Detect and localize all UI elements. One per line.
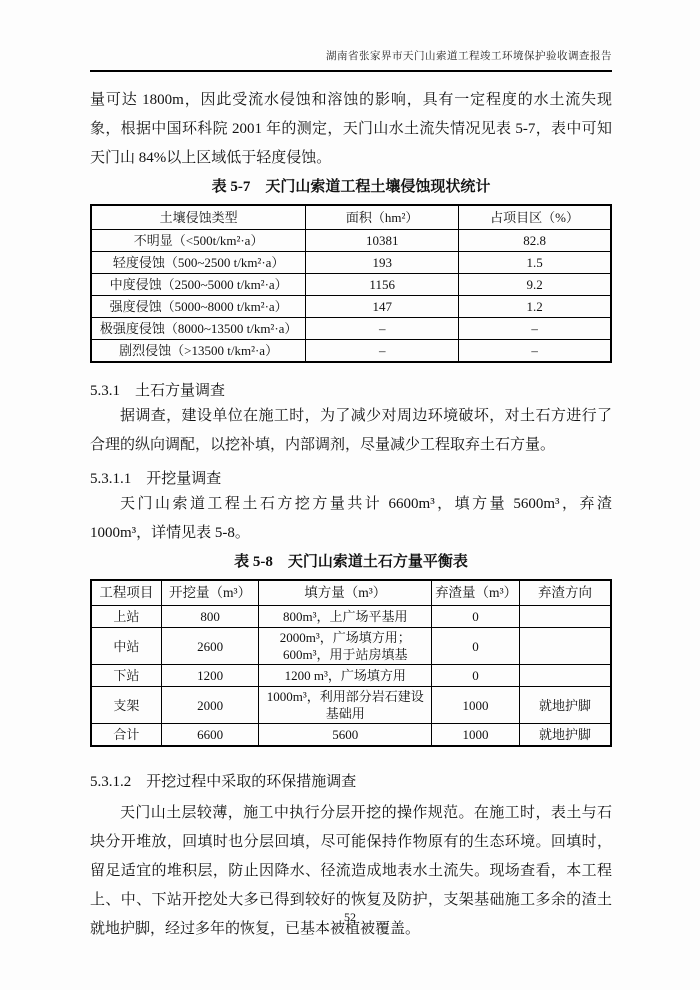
t58-row <box>91 724 611 747</box>
table-5-8-earthwork-balance <box>90 579 612 747</box>
section-heading-5-3-1: 5.3.1 土石方量调查 <box>90 383 226 399</box>
t58-cell: 800m³，上广场平基用 <box>259 606 432 628</box>
t58-header-cell: 弃渣方向 <box>519 580 611 606</box>
t57-cell: 82.8 <box>459 230 611 252</box>
t57-cell: 10381 <box>306 230 459 252</box>
t58-cell: 0 <box>432 606 520 628</box>
t57-row <box>91 296 611 318</box>
t58-cell: 1000 <box>432 724 520 747</box>
t58-cell: 1200 <box>161 665 259 687</box>
t58-row <box>91 665 611 687</box>
t58-cell: 2000m³，广场填方用；600m³，用于站房填基 <box>259 628 432 665</box>
t58-cell: 上站 <box>91 606 161 628</box>
t58-header-cell: 开挖量（m³） <box>161 580 259 606</box>
t57-cell: 1.2 <box>459 296 611 318</box>
paragraph-excavation-volume: 天门山索道工程土石方挖方量共计 6600m³，填方量 5600m³，弃渣 1000m³，详情见表 5-8。 <box>90 496 612 541</box>
page-number: 52 <box>344 910 356 924</box>
paragraph-erosion-intro: 量可达 1800m，因此受流水侵蚀和溶蚀的影响，具有一定程度的水土流失现象，根据中国环科院 2001 年的测定，天门山水土流失情况见表 5-7，表中可知天门山 84%以上区域低于轻度侵蚀。 <box>90 92 612 166</box>
t57-cell: – <box>306 318 459 340</box>
t58-cell <box>519 606 611 628</box>
t58-cell <box>519 628 611 665</box>
t57-cell: 中度侵蚀（2500~5000 t/km²·a） <box>91 274 306 296</box>
t58-cell: 支架 <box>91 687 161 724</box>
t57-cell: 1.5 <box>459 252 611 274</box>
t57-cell: – <box>459 318 611 340</box>
t57-cell: 强度侵蚀（5000~8000 t/km²·a） <box>91 296 306 318</box>
paragraph-earthwork-survey: 据调查，建设单位在施工时，为了减少对周边环境破坏，对土石方进行了合理的纵向调配，以挖补填，内部调剂，尽量减少工程取弃土石方量。 <box>90 408 612 453</box>
t58-row <box>91 606 611 628</box>
t58-cell: 2000 <box>161 687 259 724</box>
t58-cell: 800 <box>161 606 259 628</box>
t58-header-cell: 填方量（m³） <box>259 580 432 606</box>
t58-row <box>91 628 611 665</box>
t57-row <box>91 274 611 296</box>
t57-cell: 剧烈侵蚀（>13500 t/km²·a） <box>91 340 306 363</box>
t57-cell: 1156 <box>306 274 459 296</box>
table-5-7-title: 表 5-7 天门山索道工程土壤侵蚀现状统计 <box>211 179 491 195</box>
t57-cell: 9.2 <box>459 274 611 296</box>
t57-header-cell: 土壤侵蚀类型 <box>91 205 306 230</box>
t57-row <box>91 340 611 363</box>
t58-cell: 1200 m³，广场填方用 <box>259 665 432 687</box>
t58-cell: 下站 <box>91 665 161 687</box>
t57-header-row <box>91 205 611 230</box>
t58-cell: 就地护脚 <box>519 724 611 747</box>
table-5-8-title: 表 5-8 天门山索道土石方量平衡表 <box>234 554 468 570</box>
t57-cell: – <box>306 340 459 363</box>
t58-header-row <box>91 580 611 606</box>
t57-row <box>91 252 611 274</box>
t58-cell: 6600 <box>161 724 259 747</box>
t58-cell <box>519 665 611 687</box>
t57-cell: – <box>459 340 611 363</box>
t58-cell: 1000m³，利用部分岩石建设基础用 <box>259 687 432 724</box>
running-header: 湖南省张家界市天门山索道工程竣工环境保护验收调查报告 <box>90 48 612 72</box>
t57-header-cell: 占项目区（%） <box>459 205 611 230</box>
t58-cell: 2600 <box>161 628 259 665</box>
t58-header-cell: 工程项目 <box>91 580 161 606</box>
t57-row <box>91 318 611 340</box>
t58-cell: 0 <box>432 665 520 687</box>
section-heading-5-3-1-1: 5.3.1.1 开挖量调查 <box>90 471 222 487</box>
t58-cell: 1000 <box>432 687 520 724</box>
t57-cell: 不明显（<500t/km²·a） <box>91 230 306 252</box>
t58-cell: 就地护脚 <box>519 687 611 724</box>
paragraph-env-protection-measures: 天门山土层较薄，施工中执行分层开挖的操作规范。在施工时，表土与石块分开堆放，回填时也分层回填，尽可能保持作物原有的生态环境。回填时，留足适宜的堆积层，防止因降水、径流造成地表水土流失。现场查看，本工程上、中、下站开挖处大多已得到较好的恢复及防护，支架基础施工多余的渣土就地护脚，经过多年的恢复，已基本被植被覆盖。 <box>90 805 612 937</box>
t57-cell: 极强度侵蚀（8000~13500 t/km²·a） <box>91 318 306 340</box>
t58-row <box>91 687 611 724</box>
t58-cell: 0 <box>432 628 520 665</box>
t58-cell: 合计 <box>91 724 161 747</box>
t58-header-cell: 弃渣量（m³） <box>432 580 520 606</box>
t57-cell: 轻度侵蚀（500~2500 t/km²·a） <box>91 252 306 274</box>
t58-cell: 5600 <box>259 724 432 747</box>
table-5-7-soil-erosion <box>90 204 612 363</box>
t57-header-cell: 面积（hm²） <box>306 205 459 230</box>
section-heading-5-3-1-2: 5.3.1.2 开挖过程中采取的环保措施调查 <box>90 774 357 790</box>
t57-cell: 147 <box>306 296 459 318</box>
t57-row <box>91 230 611 252</box>
t58-cell: 中站 <box>91 628 161 665</box>
t57-cell: 193 <box>306 252 459 274</box>
